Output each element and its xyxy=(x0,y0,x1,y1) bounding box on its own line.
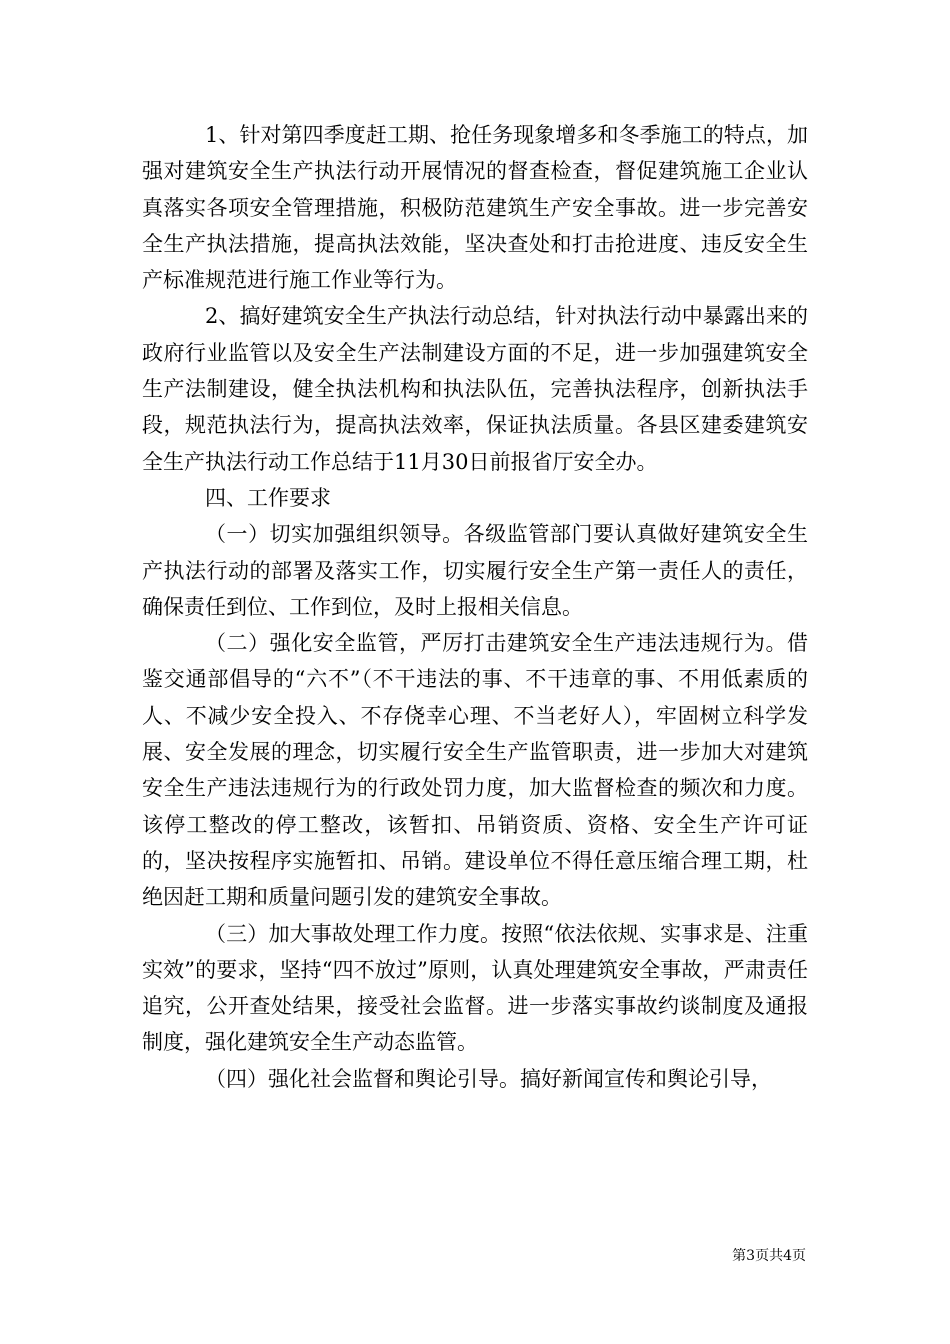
section-heading-work-requirements: 四、工作要求 xyxy=(205,485,331,510)
paragraph-item-1: 1、针对第四季度赶工期、抢任务现象增多和冬季施工的特点，加强对建筑安全生产执法行动开展情况的督查检查，督促建筑施工企业认真落实各项安全管理措施，积极防范建筑生产安全事故。进一步完善安全生产执法措施，提高执法效能，坚决查处和打击抢进度、违反安全生产标准规范进行施工作业等行为。 xyxy=(142,123,808,293)
paragraph-requirement-4: （四）强化社会监督和舆论引导。搞好新闻宣传和舆论引导， xyxy=(205,1066,772,1091)
page-number-footer: 第3页共4页 xyxy=(732,1248,806,1264)
paragraph-requirement-3: （三）加大事故处理工作力度。按照“依法依规、实事求是、注重实效”的要求，坚持“四不放过”原则，认真处理建筑安全事故，严肃责任追究，公开查处结果，接受社会监督。进一步落实事故约谈制度及通报制度，强化建筑安全生产动态监管。 xyxy=(142,921,808,1055)
document-body xyxy=(142,117,808,1097)
paragraph-requirement-2: （二）强化安全监管，严厉打击建筑安全生产违法违规行为。借鉴交通部倡导的“六不”（不干违法的事、不干违章的事、不用低素质的人、不减少安全投入、不存侥幸心理、不当老好人），牢固树立科学发展、安全发展的理念，切实履行安全生产监管职责，进一步加大对建筑安全生产违法违规行为的行政处罚力度，加大监督检查的频次和力度。该停工整改的停工整改，该暂扣、吊销资质、资格、安全生产许可证的，坚决按程序实施暂扣、吊销。建设单位不得任意压缩合理工期，杜绝因赶工期和质量问题引发的建筑安全事故。 xyxy=(142,631,808,910)
paragraph-item-2: 2、搞好建筑安全生产执法行动总结，针对执法行动中暴露出来的政府行业监管以及安全生产法制建设方面的不足，进一步加强建筑安全生产法制建设，健全执法机构和执法队伍，完善执法程序，创新执法手段，规范执法行为，提高执法效率，保证执法质量。各县区建委建筑安全生产执法行动工作总结于11月30日前报省厅安全办。 xyxy=(142,304,808,474)
paragraph-requirement-1: （一）切实加强组织领导。各级监管部门要认真做好建筑安全生产执法行动的部署及落实工作，切实履行安全生产第一责任人的责任，确保责任到位、工作到位，及时上报相关信息。 xyxy=(142,522,808,619)
